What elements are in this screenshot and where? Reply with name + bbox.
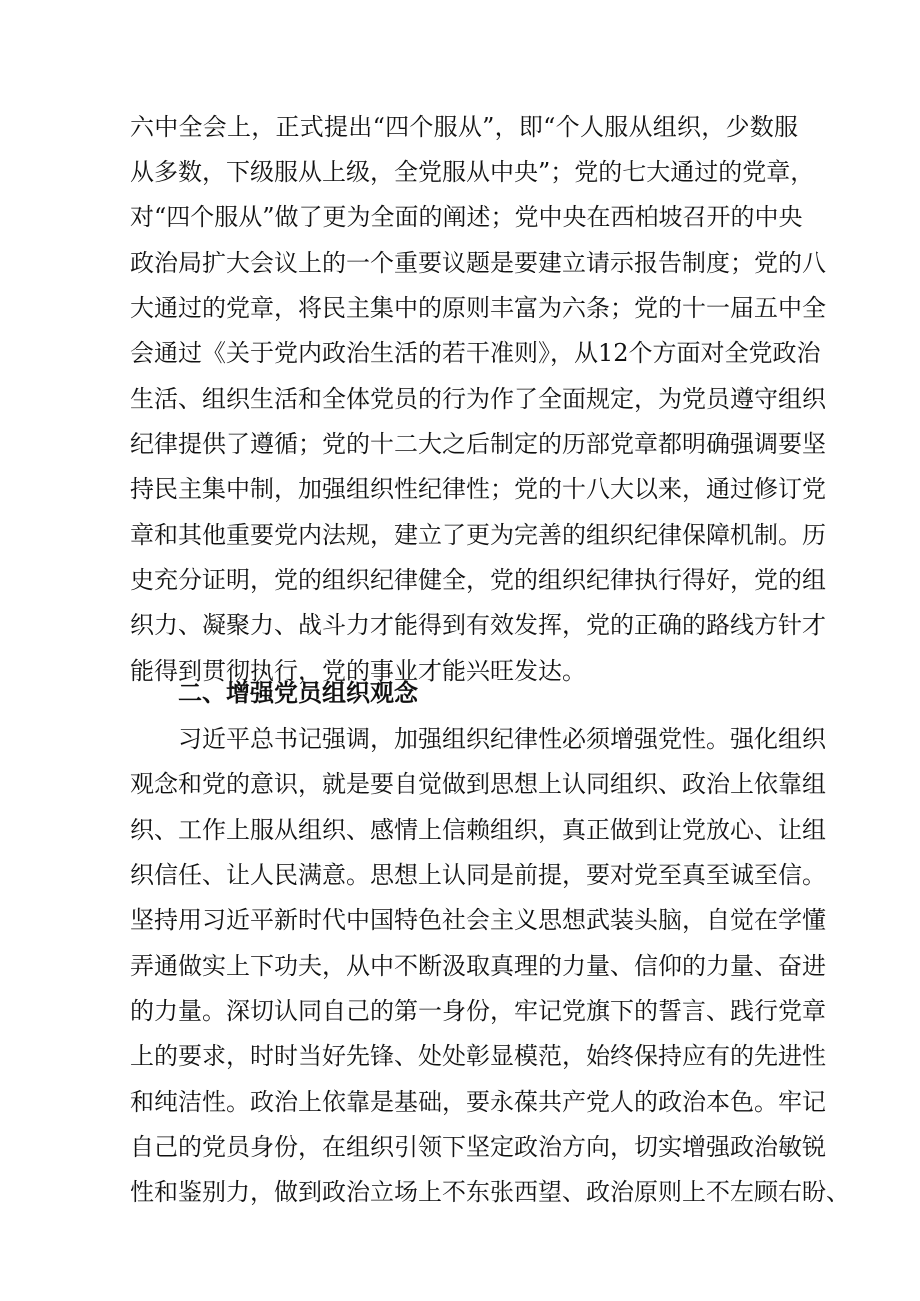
section-heading: 二、增强党员组织观念 xyxy=(178,679,418,707)
paragraph-line: 能得到贯彻执行，党的事业才能兴旺发达。 xyxy=(130,657,586,685)
paragraph-line: 会通过《关于党内政治生活的若干准则》，从12个方面对全党政治 xyxy=(130,339,821,367)
paragraph-line: 和纯洁性。政治上依靠是基础，要永葆共产党人的政治本色。牢记 xyxy=(130,1088,826,1116)
paragraph-line: 习近平总书记强调，加强组织纪律性必须增强党性。强化组织 xyxy=(178,725,826,753)
paragraph-line: 对“四个服从”做了更为全面的阐述；党中央在西柏坡召开的中央 xyxy=(130,203,803,231)
paragraph-line: 的力量。深切认同自己的第一身份，牢记党旗下的誓言、践行党章 xyxy=(130,997,826,1025)
paragraph-line: 纪律提供了遵循；党的十二大之后制定的历部党章都明确强调要坚 xyxy=(130,430,826,458)
paragraph-line: 织信任、让人民满意。思想上认同是前提，要对党至真至诚至信。 xyxy=(130,861,826,889)
paragraph-line: 织力、凝聚力、战斗力才能得到有效发挥，党的正确的路线方针才 xyxy=(130,611,826,639)
paragraph-line: 史充分证明，党的组织纪律健全，党的组织纪律执行得好，党的组 xyxy=(130,566,826,594)
paragraph-line: 政治局扩大会议上的一个重要议题是要建立请示报告制度；党的八 xyxy=(130,249,826,277)
paragraph-line: 上的要求，时时当好先锋、处处彰显模范，始终保持应有的先进性 xyxy=(130,1042,826,1070)
paragraph-line: 从多数，下级服从上级，全党服从中央”；党的七大通过的党章， xyxy=(130,158,815,186)
paragraph-line: 弄通做实上下功夫，从中不断汲取真理的力量、信仰的力量、奋进 xyxy=(130,952,826,980)
paragraph-line: 六中全会上，正式提出“四个服从”，即“个人服从组织，少数服 xyxy=(130,113,798,141)
paragraph-line: 持民主集中制，加强组织性纪律性；党的十八大以来，通过修订党 xyxy=(130,475,826,503)
paragraph-line: 观念和党的意识，就是要自觉做到思想上认同组织、政治上依靠组 xyxy=(130,770,826,798)
paragraph-line: 坚持用习近平新时代中国特色社会主义思想武装头脑，自觉在学懂 xyxy=(130,906,826,934)
paragraph-line: 性和鉴别力，做到政治立场上不东张西望、政治原则上不左顾右盼、 xyxy=(130,1178,850,1206)
paragraph-line: 自己的党员身份，在组织引领下坚定政治方向，切实增强政治敏锐 xyxy=(130,1133,826,1161)
paragraph-line: 章和其他重要党内法规，建立了更为完善的组织纪律保障机制。历 xyxy=(130,521,826,549)
paragraph-line: 大通过的党章，将民主集中的原则丰富为六条；党的十一届五中全 xyxy=(130,294,826,322)
paragraph-line: 生活、组织生活和全体党员的行为作了全面规定，为党员遵守组织 xyxy=(130,385,826,413)
paragraph-line: 织、工作上服从组织、感情上信赖组织，真正做到让党放心、让组 xyxy=(130,816,826,844)
